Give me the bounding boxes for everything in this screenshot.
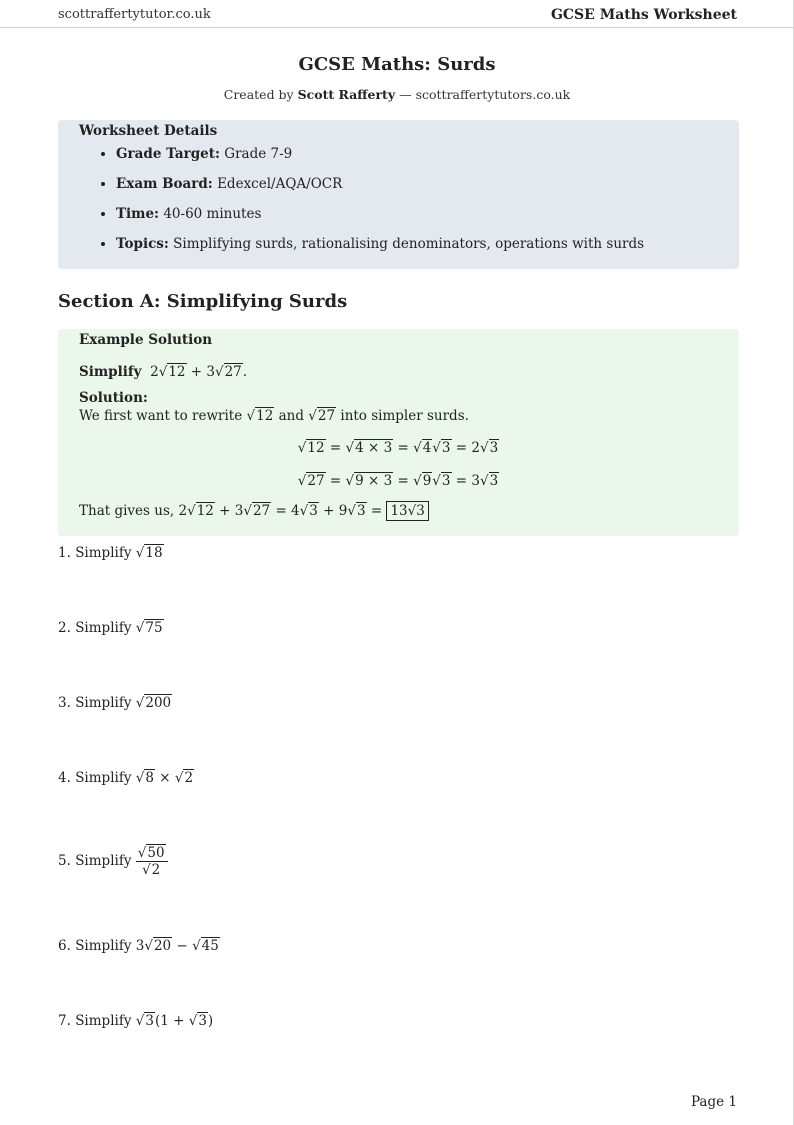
header-title: GCSE Maths Worksheet <box>550 7 737 23</box>
question-number: 2. <box>58 620 71 636</box>
equation-sqrt12: √12 = √4 × 3 = √4√3 = 2√3 <box>297 440 499 456</box>
details-list <box>79 146 739 266</box>
header-divider <box>0 27 793 28</box>
byline-separator: — <box>399 87 412 102</box>
question-text: Simplify <box>75 853 132 869</box>
details-heading: Worksheet Details <box>79 123 218 139</box>
byline-site: scottraffertytutors.co.uk <box>415 87 571 102</box>
equation-sqrt27: √27 = √9 × 3 = √9√3 = 3√3 <box>297 473 499 489</box>
example-simplify-label: Simplify <box>79 364 142 380</box>
question-5 <box>58 845 168 878</box>
solution-result: That gives us, 2√12 + 3√27 = 4√3 + 9√3 = 13√3 <box>79 503 429 519</box>
question-text: Simplify <box>75 620 132 636</box>
details-value: Simplifying surds, rationalising denominators, operations with surds <box>173 236 645 252</box>
question-number: 7. <box>58 1013 71 1029</box>
details-label: Grade Target: <box>116 146 220 162</box>
byline <box>0 87 794 102</box>
example-expression: 2√12 + 3√27. <box>145 364 248 380</box>
section-a-heading: Section A: Simplifying Surds <box>58 291 348 312</box>
question-number: 6. <box>58 938 71 954</box>
gives-text: That gives us, <box>79 503 175 519</box>
details-item <box>116 206 739 236</box>
example-question <box>79 364 247 380</box>
solution-label: Solution: <box>79 390 148 406</box>
example-solution-box <box>58 329 739 536</box>
details-item <box>116 146 739 176</box>
question-text: Simplify <box>75 695 132 711</box>
final-answer: 13√3 <box>386 501 428 521</box>
byline-prefix: Created by <box>223 87 294 102</box>
details-item <box>116 236 739 266</box>
question-number: 1. <box>58 545 71 561</box>
question-2: 2. Simplify √75 <box>58 620 163 636</box>
intro-pre: We first want to rewrite <box>79 408 243 424</box>
page-number: Page 1 <box>690 1094 737 1110</box>
details-value: Grade 7-9 <box>224 146 293 162</box>
question-text: Simplify <box>75 938 132 954</box>
byline-author: Scott Rafferty <box>297 87 396 102</box>
solution-intro: We first want to rewrite √12 and √27 into simpler surds. <box>79 408 469 424</box>
question-1: 1. Simplify √18 <box>58 545 163 561</box>
question-text: Simplify <box>75 545 132 561</box>
question-number: 3. <box>58 695 71 711</box>
fraction: $\frac{√50}{√2}$ <box>136 845 168 878</box>
question-number: 5. <box>58 853 71 869</box>
intro-and: and <box>278 408 304 424</box>
example-heading: Example Solution <box>79 332 213 348</box>
page-title: GCSE Maths: Surds <box>298 54 496 75</box>
question-3: 3. Simplify √200 <box>58 695 172 711</box>
question-number: 4. <box>58 770 71 786</box>
details-label: Exam Board: <box>116 176 213 192</box>
question-7: 7. Simplify √3(1 + √3) <box>58 1013 214 1029</box>
header-site: scottraffertytutor.co.uk <box>58 7 211 22</box>
details-label: Time: <box>116 206 160 222</box>
intro-post: into simpler surds. <box>340 408 469 424</box>
question-6: 6. Simplify 3√20 − √45 <box>58 938 219 954</box>
question-4: 4. Simplify √8 × √2 <box>58 770 194 786</box>
question-text: Simplify <box>75 770 132 786</box>
details-value: 40-60 minutes <box>163 206 262 222</box>
worksheet-details-box <box>58 120 739 269</box>
question-text: Simplify <box>75 1013 132 1029</box>
details-item <box>116 176 739 206</box>
details-value: Edexcel/AQA/OCR <box>217 176 343 192</box>
details-label: Topics: <box>116 236 169 252</box>
